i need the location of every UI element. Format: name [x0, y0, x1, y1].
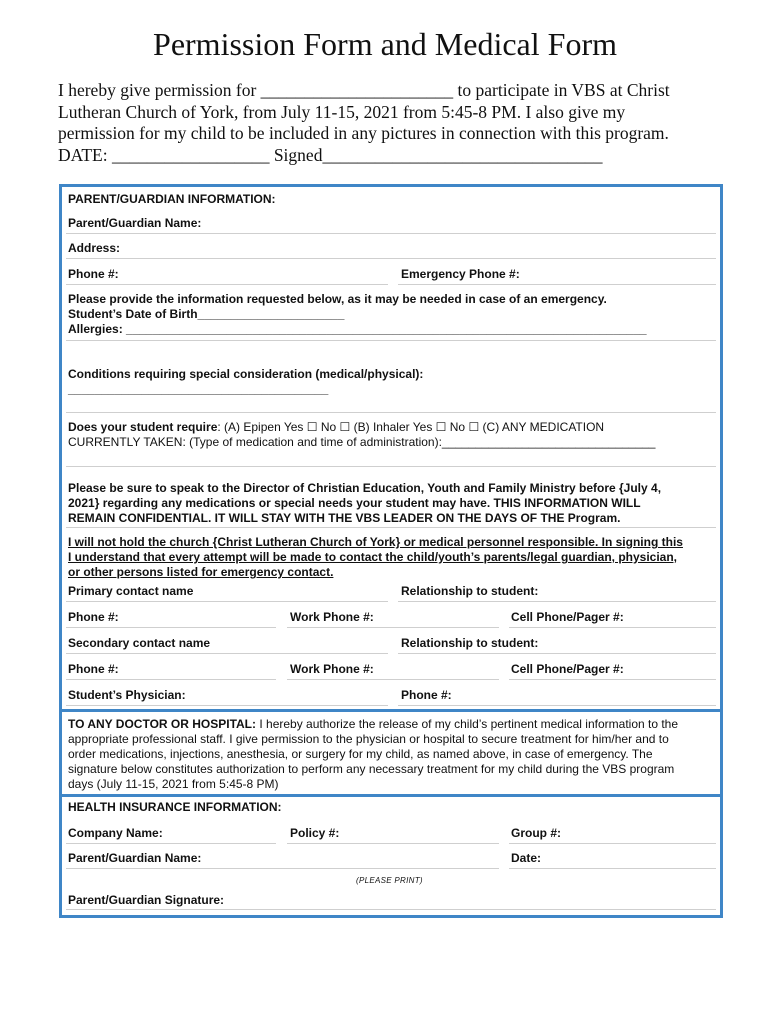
emergency-phone-field[interactable]	[398, 284, 716, 285]
primary-work-phone-label: Work Phone #:	[290, 610, 374, 624]
guardian-signature-field[interactable]	[66, 909, 716, 910]
secondary-contact-label: Secondary contact name	[68, 636, 211, 650]
secondary-relationship-field[interactable]	[398, 653, 716, 654]
authorization-divider	[59, 709, 723, 712]
secondary-phone-label: Phone #:	[68, 662, 119, 676]
director-notice	[68, 481, 661, 526]
insurance-guardian-name-field[interactable]	[66, 868, 499, 869]
liability-statement	[68, 535, 683, 580]
physician-phone-label: Phone #:	[401, 688, 452, 702]
section-divider	[66, 527, 716, 528]
primary-phone-label: Phone #:	[68, 610, 119, 624]
allergies-line: Allergies: ______________________________________________________________________________	[68, 322, 647, 336]
conditions-label: Conditions requiring special consideration (medical/physical):	[68, 367, 424, 381]
permission-line: I hereby give permission for ______________________ to participate in VBS at Christ	[58, 80, 670, 100]
medication-options: : (A) Epipen Yes ☐ No ☐ (B) Inhaler Yes ☐ No ☐ (C) ANY MEDICATION	[217, 420, 605, 434]
group-field[interactable]	[509, 843, 716, 844]
primary-contact-label: Primary contact name	[68, 584, 194, 598]
address-field[interactable]	[66, 258, 716, 259]
primary-phone-field[interactable]	[66, 627, 276, 628]
emergency-phone-label: Emergency Phone #:	[401, 267, 520, 281]
liability-line: I will not hold the church {Christ Lutheran Church of York} or medical personnel responsible. In signing this	[68, 535, 683, 549]
physician-field[interactable]	[66, 705, 388, 706]
allergies-field[interactable]	[66, 340, 716, 341]
medication-taken-line: CURRENTLY TAKEN: (Type of medication and time of administration):________________________________	[68, 435, 656, 449]
conditions-field[interactable]	[66, 412, 716, 413]
permission-statement	[58, 80, 738, 166]
policy-label: Policy #:	[290, 826, 340, 840]
secondary-work-phone-label: Work Phone #:	[290, 662, 374, 676]
authorization-lead: TO ANY DOCTOR OR HOSPITAL:	[68, 717, 257, 731]
insurance-section-heading: HEALTH INSURANCE INFORMATION:	[68, 800, 282, 814]
insurance-divider	[59, 794, 723, 797]
please-print-note: (PLEASE PRINT)	[356, 876, 423, 885]
secondary-relationship-label: Relationship to student:	[401, 636, 539, 650]
date-field[interactable]	[509, 868, 716, 869]
page-title: Permission Form and Medical Form	[153, 26, 617, 62]
authorization-line: appropriate professional staff. I give permission to the physician or hospital to secure treatment for him/her and to	[68, 732, 669, 746]
authorization-line: order medications, injections, anesthesia, or surgery for my child, as named above, in case of emergency. The	[68, 747, 653, 761]
authorization-line: I hereby authorize the release of my child’s pertinent medical information to the	[256, 717, 679, 731]
phone-field[interactable]	[66, 284, 388, 285]
medication-question: Does your student require	[68, 420, 218, 434]
secondary-work-phone-field[interactable]	[287, 679, 499, 680]
permission-line: permission for my child to be included in any pictures in connection with this program.	[58, 123, 669, 143]
secondary-cell-phone-label: Cell Phone/Pager #:	[511, 662, 624, 676]
physician-phone-field[interactable]	[398, 705, 716, 706]
phone-label: Phone #:	[68, 267, 119, 281]
conditions-block	[68, 367, 423, 397]
parent-name-label: Parent/Guardian Name:	[68, 216, 202, 230]
conditions-blank: _______________________________________	[68, 382, 329, 396]
permission-line: Lutheran Church of York, from July 11-15, 2021 from 5:45-8 PM. I also give my	[58, 101, 626, 122]
emergency-info-block	[68, 292, 647, 337]
primary-cell-phone-field[interactable]	[509, 627, 716, 628]
authorization-line: days (July 11-15, 2021 from 5:45-8 PM)	[68, 777, 279, 791]
date-label: Date:	[511, 851, 542, 865]
date-signed-line: DATE: __________________ Signed________________________________	[58, 144, 603, 165]
authorization-line: signature below constitutes authorization to perform any necessary treatment for my child during the VBS program	[68, 762, 675, 776]
primary-cell-phone-label: Cell Phone/Pager #:	[511, 610, 624, 624]
physician-label: Student’s Physician:	[68, 688, 186, 702]
authorization-block	[68, 717, 678, 792]
address-label: Address:	[68, 241, 121, 255]
director-notice-line: REMAIN CONFIDENTIAL. IT WILL STAY WITH THE VBS LEADER ON THE DAYS OF THE Program.	[68, 511, 621, 525]
secondary-phone-field[interactable]	[66, 679, 276, 680]
primary-work-phone-field[interactable]	[287, 627, 499, 628]
primary-relationship-field[interactable]	[398, 601, 716, 602]
liability-line: or other persons listed for emergency contact.	[68, 565, 334, 579]
company-name-field[interactable]	[66, 843, 276, 844]
insurance-guardian-name-label: Parent/Guardian Name:	[68, 851, 202, 865]
policy-field[interactable]	[287, 843, 499, 844]
date-of-birth-line: Student’s Date of Birth______________________	[68, 307, 345, 321]
guardian-signature-label: Parent/Guardian Signature:	[68, 893, 225, 907]
emergency-info-note: Please provide the information requested below, as it may be needed in case of an emergency.	[68, 292, 607, 306]
group-label: Group #:	[511, 826, 561, 840]
parent-name-field[interactable]	[66, 233, 716, 234]
secondary-cell-phone-field[interactable]	[509, 679, 716, 680]
parent-section-heading: PARENT/GUARDIAN INFORMATION:	[68, 192, 276, 206]
primary-contact-field[interactable]	[66, 601, 388, 602]
company-name-label: Company Name:	[68, 826, 163, 840]
medication-block	[68, 420, 655, 450]
director-notice-line: 2021} regarding any medications or special needs your student may have. THIS INFORMATION WILL	[68, 496, 641, 510]
primary-relationship-label: Relationship to student:	[401, 584, 539, 598]
director-notice-line: Please be sure to speak to the Director of Christian Education, Youth and Family Ministry before {July 4,	[68, 481, 662, 495]
liability-line: I understand that every attempt will be made to contact the child/youth’s parents/legal guardian, physician,	[68, 550, 678, 564]
secondary-contact-field[interactable]	[66, 653, 388, 654]
medication-field[interactable]	[66, 466, 716, 467]
